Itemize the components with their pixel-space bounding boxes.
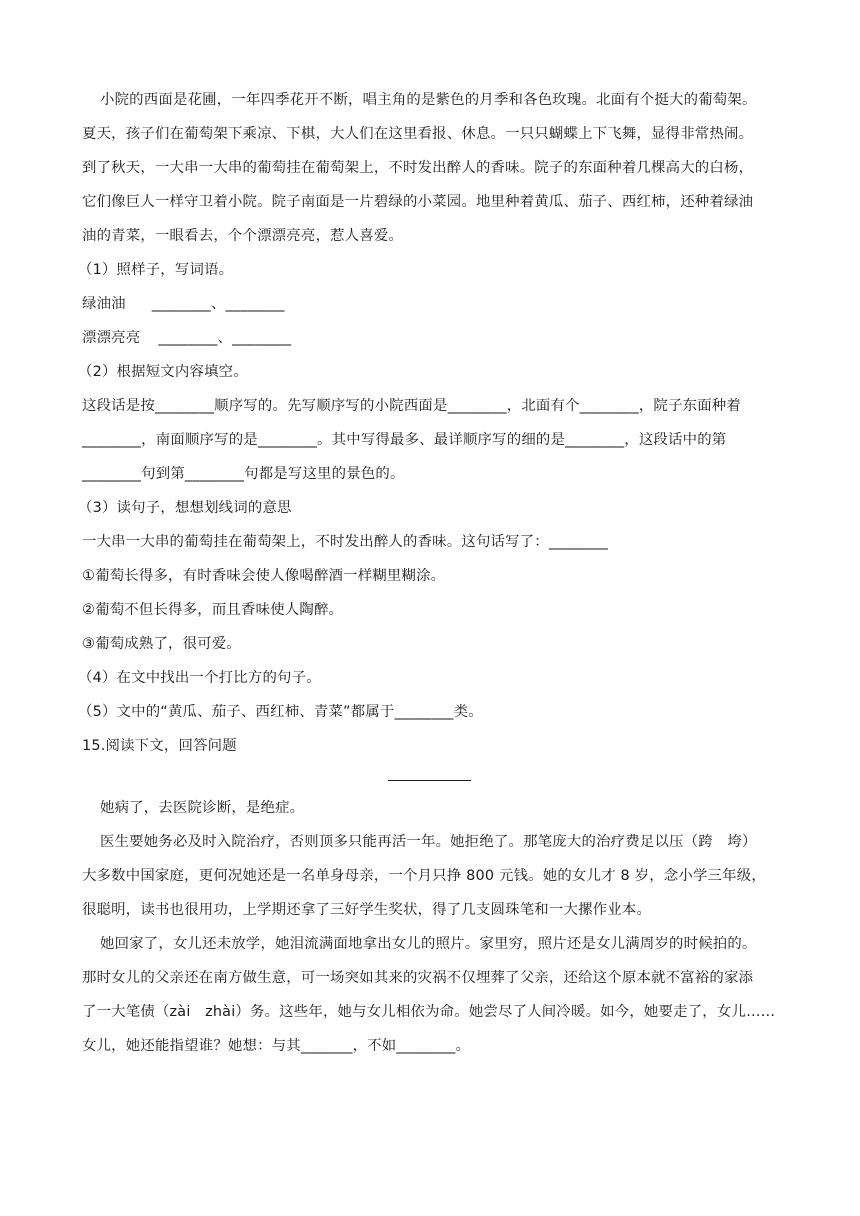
passage-line: 到了秋天，一大串一大串的葡萄挂在葡萄架上，不时发出醉人的香味。院子的东面种着几棵高大的白杨，: [82, 160, 754, 176]
question-5-prompt[interactable]: （5）文中的“黄瓜、茄子、西红柿、青菜”都属于________类。: [78, 704, 483, 720]
passage-line: 医生要她务必及时入院治疗，否则顶多只能再活一年。她拒绝了。那笔庞大的治疗费足以压（跨 垮）: [100, 834, 757, 850]
passage-line: 她病了，去医院诊断，是绝症。: [100, 800, 305, 816]
option-2[interactable]: ②葡萄不但长得多，而且香味使人陶醉。: [82, 602, 344, 618]
passage-line: 很聪明，读书也很用功，上学期还拿了三好学生奖状，得了几支圆珠笔和一大摞作业本。: [82, 902, 652, 918]
question-3-sentence[interactable]: 一大串一大串的葡萄挂在葡萄架上，不时发出醉人的香味。这句话写了：________: [82, 534, 609, 550]
option-1[interactable]: ①葡萄长得多，有时香味会使人像喝醉酒一样糊里糊涂。: [82, 568, 446, 584]
option-3[interactable]: ③葡萄成熟了，很可爱。: [82, 636, 242, 652]
title-blank[interactable]: [388, 774, 471, 781]
answer-blank[interactable]: ________、________: [158, 330, 292, 346]
question-3-prompt: （3）读句子，想想划线词的意思: [78, 500, 292, 516]
fill-in-line[interactable]: ________句到第________句都是写这里的景色的。: [82, 466, 405, 482]
passage-line: 它们像巨人一样守卫着小院。院子南面是一片碧绿的小菜园。地里种着黄瓜、茄子、西红柿，还种着绿油: [82, 194, 754, 210]
passage-line: 夏天，孩子们在葡萄架下乘凉、下棋，大人们在这里看报、休息。一只只蝴蝶上下飞舞，显得非常热闹。: [82, 126, 754, 142]
question-2-prompt: （2）根据短文内容填空。: [78, 364, 248, 380]
question-1-prompt: （1）照样子，写词语。: [78, 262, 234, 278]
passage-line: 油的青菜，一眼看去，个个漂漂亮亮，惹人喜爱。: [82, 228, 403, 244]
word-example-row: [82, 328, 291, 348]
answer-blank[interactable]: ________、________: [151, 296, 285, 312]
example-word: 绿油油: [82, 296, 126, 312]
fill-in-line[interactable]: 这段话是按________顺序写的。先写顺序写的小院西面是________，北面有个________，院子东面种着: [82, 398, 741, 414]
word-example-row: [82, 294, 285, 314]
passage-line: 大多数中国家庭，更何况她还是一名单身母亲，一个月只挣 800 元钱。她的女儿才 8 岁，念小学三年级，: [82, 868, 766, 884]
question-15-heading: 15.阅读下文，回答问题: [82, 738, 237, 754]
question-4-prompt: （4）在文中找出一个打比方的句子。: [78, 670, 321, 686]
example-word: 漂漂亮亮: [82, 330, 141, 346]
fill-in-line[interactable]: ________，南面顺序写的是________。其中写得最多、最详顺序写的细的是________，这段话中的第: [82, 432, 727, 448]
passage-line: 那时女儿的父亲还在南方做生意，可一场突如其来的灾祸不仅埋葬了父亲，还给这个原本就不富裕的家添: [82, 970, 754, 986]
passage-line: 她回家了，女儿还未放学，她泪流满面地拿出女儿的照片。家里穷，照片还是女儿满周岁的时候拍的。: [100, 936, 757, 952]
passage-line[interactable]: 女儿，她还能指望谁？她想：与其_______，不如________。: [82, 1038, 471, 1054]
passage-line: 了一大笔债（zài zhài）务。这些年，她与女儿相依为命。她尝尽了人间冷暖。如今，她要走了，女儿……: [82, 1004, 776, 1020]
passage-line: 小院的西面是花圃，一年四季花开不断，唱主角的是紫色的月季和各色玫瑰。北面有个挺大的葡萄架。: [100, 92, 757, 108]
